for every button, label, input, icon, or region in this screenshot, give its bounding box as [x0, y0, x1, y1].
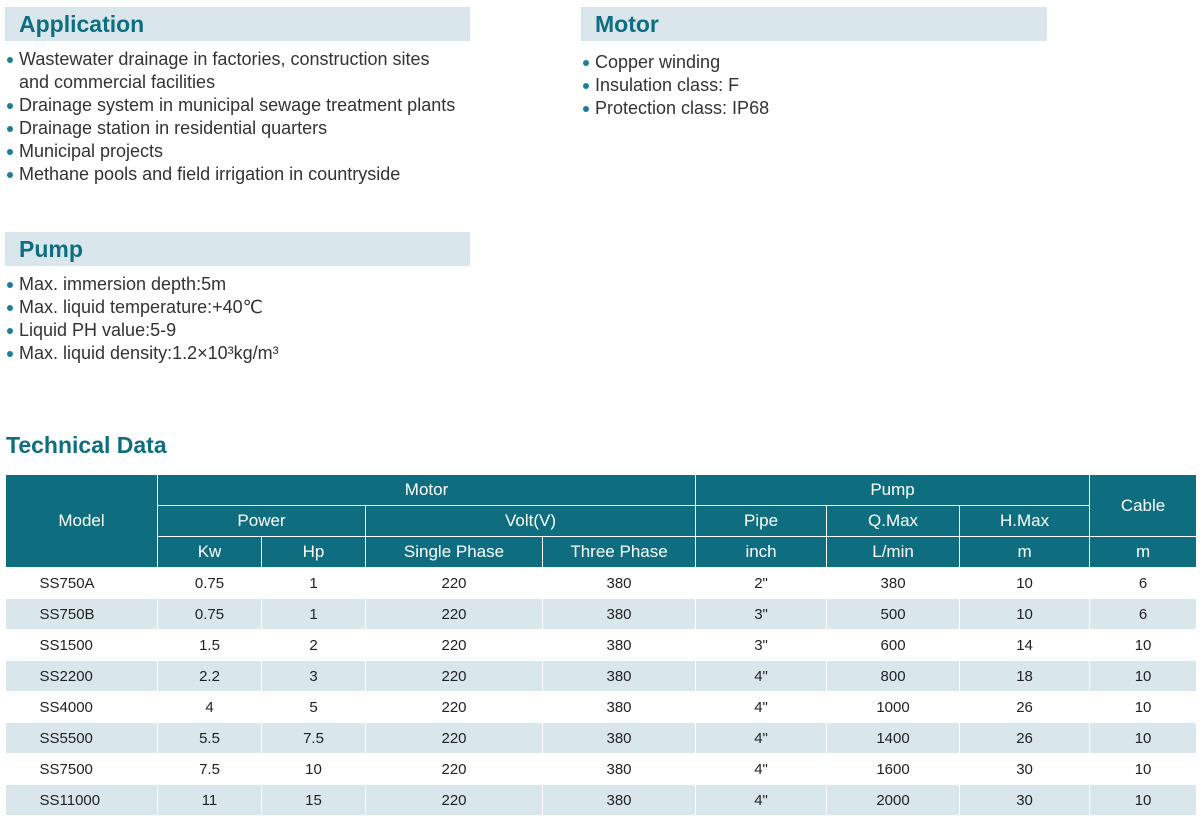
list-item: Max. liquid temperature:+40℃ [5, 296, 485, 319]
cell-hp: 15 [262, 785, 366, 816]
list-item: Methane pools and field irrigation in countryside [5, 163, 485, 186]
cell-hp: 2 [262, 630, 366, 661]
cell-single-phase: 220 [366, 661, 543, 692]
cell-model: SS11000 [6, 785, 158, 816]
technical-data-table [5, 474, 1197, 816]
cell-single-phase: 220 [366, 599, 543, 630]
cell-kw: 2.2 [158, 661, 262, 692]
table-row [6, 599, 1197, 630]
motor-header [581, 7, 1047, 41]
cell-kw: 0.75 [158, 599, 262, 630]
cell-qmax: 2000 [827, 785, 960, 816]
table-row [6, 785, 1197, 816]
list-item: Max. immersion depth:5m [5, 273, 485, 296]
cell-pipe: 4" [696, 723, 827, 754]
table-row [6, 754, 1197, 785]
cell-hmax: 26 [960, 723, 1090, 754]
list-item: Liquid PH value:5-9 [5, 319, 485, 342]
cell-hmax: 30 [960, 754, 1090, 785]
cell-single-phase: 220 [366, 568, 543, 599]
cell-pipe: 4" [696, 785, 827, 816]
header-lmin: L/min [827, 537, 960, 568]
cell-three-phase: 380 [543, 785, 696, 816]
cell-qmax: 600 [827, 630, 960, 661]
cell-kw: 11 [158, 785, 262, 816]
cell-cable: 10 [1090, 630, 1197, 661]
cell-kw: 1.5 [158, 630, 262, 661]
list-item: Wastewater drainage in factories, construction sites and commercial facilities [5, 48, 464, 94]
table-row [6, 723, 1197, 754]
cell-single-phase: 220 [366, 723, 543, 754]
pump-list [5, 273, 485, 365]
cell-qmax: 1600 [827, 754, 960, 785]
cell-cable: 6 [1090, 568, 1197, 599]
cell-three-phase: 380 [543, 723, 696, 754]
cell-pipe: 3" [696, 630, 827, 661]
table-row [6, 661, 1197, 692]
table-row [6, 630, 1197, 661]
cell-three-phase: 380 [543, 754, 696, 785]
cell-cable: 10 [1090, 661, 1197, 692]
cell-pipe: 4" [696, 754, 827, 785]
cell-hp: 7.5 [262, 723, 366, 754]
cell-model: SS5500 [6, 723, 158, 754]
header-m-cable: m [1090, 537, 1197, 568]
cell-cable: 10 [1090, 785, 1197, 816]
list-item: Drainage system in municipal sewage treatment plants [5, 94, 485, 117]
list-item: Protection class: IP68 [581, 97, 1051, 120]
cell-three-phase: 380 [543, 568, 696, 599]
header-inch: inch [696, 537, 827, 568]
cell-qmax: 800 [827, 661, 960, 692]
header-motor: Motor [158, 475, 696, 506]
cell-hp: 1 [262, 599, 366, 630]
list-item: Insulation class: F [581, 74, 1051, 97]
cell-cable: 10 [1090, 754, 1197, 785]
cell-hp: 5 [262, 692, 366, 723]
cell-model: SS750B [6, 599, 158, 630]
cell-pipe: 2" [696, 568, 827, 599]
pump-title: Pump [19, 235, 83, 262]
cell-model: SS7500 [6, 754, 158, 785]
cell-three-phase: 380 [543, 599, 696, 630]
application-header [5, 7, 470, 41]
cell-single-phase: 220 [366, 785, 543, 816]
cell-hp: 10 [262, 754, 366, 785]
cell-hmax: 18 [960, 661, 1090, 692]
header-volt: Volt(V) [366, 506, 696, 537]
table-row [6, 568, 1197, 599]
header-hp: Hp [262, 537, 366, 568]
cell-model: SS750A [6, 568, 158, 599]
cell-hmax: 26 [960, 692, 1090, 723]
cell-single-phase: 220 [366, 692, 543, 723]
cell-kw: 7.5 [158, 754, 262, 785]
table-row [6, 692, 1197, 723]
cell-hmax: 10 [960, 599, 1090, 630]
header-single-phase: Single Phase [366, 537, 543, 568]
cell-cable: 6 [1090, 599, 1197, 630]
pump-header [5, 232, 470, 266]
header-three-phase: Three Phase [543, 537, 696, 568]
cell-kw: 0.75 [158, 568, 262, 599]
cell-single-phase: 220 [366, 754, 543, 785]
motor-list [581, 51, 1051, 120]
cell-model: SS2200 [6, 661, 158, 692]
cell-model: SS4000 [6, 692, 158, 723]
header-pump: Pump [696, 475, 1090, 506]
application-title: Application [19, 10, 145, 37]
header-power: Power [158, 506, 366, 537]
cell-model: SS1500 [6, 630, 158, 661]
cell-qmax: 1000 [827, 692, 960, 723]
cell-cable: 10 [1090, 723, 1197, 754]
list-item: Max. liquid density:1.2×10³kg/m³ [5, 342, 485, 365]
motor-title: Motor [595, 10, 659, 37]
cell-pipe: 4" [696, 692, 827, 723]
cell-single-phase: 220 [366, 630, 543, 661]
header-qmax: Q.Max [827, 506, 960, 537]
header-kw: Kw [158, 537, 262, 568]
cell-pipe: 3" [696, 599, 827, 630]
header-model: Model [6, 475, 158, 568]
cell-qmax: 500 [827, 599, 960, 630]
application-list [5, 48, 485, 186]
cell-pipe: 4" [696, 661, 827, 692]
header-cable: Cable [1090, 475, 1197, 537]
list-item: Copper winding [581, 51, 1051, 74]
list-item: Drainage station in residential quarters [5, 117, 485, 140]
cell-hmax: 10 [960, 568, 1090, 599]
cell-hp: 1 [262, 568, 366, 599]
header-pipe: Pipe [696, 506, 827, 537]
header-hmax: H.Max [960, 506, 1090, 537]
cell-qmax: 380 [827, 568, 960, 599]
cell-three-phase: 380 [543, 692, 696, 723]
cell-three-phase: 380 [543, 661, 696, 692]
cell-hp: 3 [262, 661, 366, 692]
cell-hmax: 14 [960, 630, 1090, 661]
cell-qmax: 1400 [827, 723, 960, 754]
cell-three-phase: 380 [543, 630, 696, 661]
cell-cable: 10 [1090, 692, 1197, 723]
technical-data-title: Technical Data [6, 432, 167, 458]
cell-kw: 4 [158, 692, 262, 723]
list-item: Municipal projects [5, 140, 485, 163]
header-m-head: m [960, 537, 1090, 568]
cell-kw: 5.5 [158, 723, 262, 754]
cell-hmax: 30 [960, 785, 1090, 816]
